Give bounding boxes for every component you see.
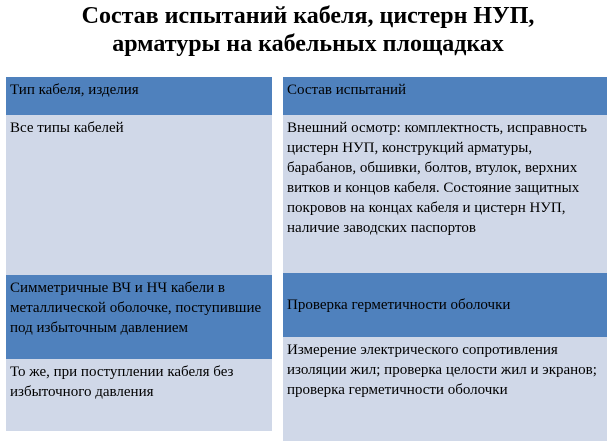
cable-type-row-symmetric: Симметричные ВЧ и НЧ кабели в металлической оболочке, поступившие под избыточным давлением [6,275,272,359]
title-line-1: Состав испытаний кабеля, цистерн НУП, [81,3,535,29]
cable-type-row-all: Все типы кабелей [6,115,272,275]
tests-row-sheath-tightness: Проверка герметичности оболочки [283,273,607,337]
tests-header: Состав испытаний [283,77,607,115]
tests-row-insulation-measurement: Измерение электрического сопротивления изоляции жил; проверка целости жил и экранов; проверка герметичности оболочки [283,337,607,441]
title-line-2: арматуры на кабельных площадках [112,31,504,57]
tests-column [283,77,607,441]
cable-type-header: Тип кабеля, изделия [6,77,272,115]
tests-row-visual-inspection: Внешний осмотр: комплектность, исправность цистерн НУП, конструкций арматуры, барабанов, обшивки, болтов, втулок, верхних витков и концов кабеля. Состояние защитных покровов на концах кабеля и цистерн НУП, наличие заводских паспортов [283,115,607,273]
cable-type-row-no-pressure: То же, при поступлении кабеля без избыточного давления [6,359,272,431]
slide-title [0,2,616,58]
cable-type-column [6,77,272,431]
